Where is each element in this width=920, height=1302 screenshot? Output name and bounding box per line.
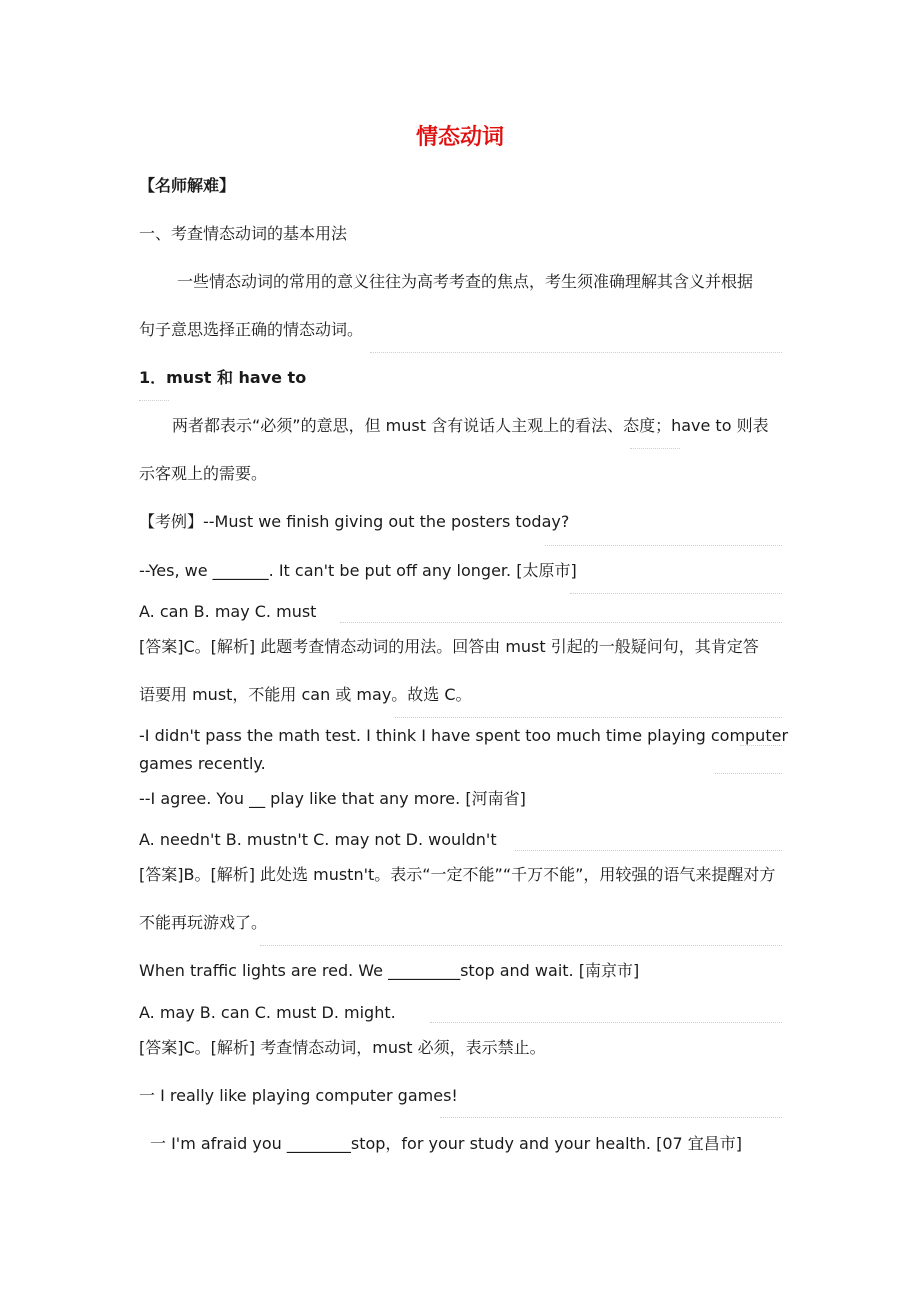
example1-answer-line-2: 语要用 must，不能用 can 或 may。故选 C。 xyxy=(139,685,472,704)
example1-reply: --Yes, we _______. It can't be put off any longer. [太原市] xyxy=(139,561,577,580)
dotted-rule xyxy=(630,448,680,449)
dotted-rule xyxy=(139,400,169,401)
dotted-rule xyxy=(740,745,782,746)
dotted-rule xyxy=(340,622,782,623)
example1-question: 【考例】--Must we finish giving out the posters today? xyxy=(139,512,570,531)
dotted-rule xyxy=(515,850,782,851)
example2-answer-line-2: 不能再玩游戏了。 xyxy=(139,913,268,932)
dotted-rule xyxy=(370,352,782,353)
dotted-rule xyxy=(570,593,782,594)
dotted-rule xyxy=(260,945,782,946)
dotted-rule xyxy=(715,773,782,774)
item1-explain-line-2: 示客观上的需要。 xyxy=(139,464,268,483)
example2-reply: --I agree. You __ play like that any more. [河南省] xyxy=(139,789,526,808)
example3-answer: [答案]C。[解析] 考查情态动词，must 必须，表示禁止。 xyxy=(139,1038,546,1057)
example4-line-2: 一 I'm afraid you ________stop，for your study and your health. [07 宜昌市] xyxy=(150,1134,743,1153)
item1-explain-line-1: 两者都表示“必须”的意思，但 must 含有说话人主观上的看法、态度；have to 则表 xyxy=(172,416,769,435)
section-header: 【名师解难】 xyxy=(139,176,236,195)
example2-options: A. needn't B. mustn't C. may not D. wouldn't xyxy=(139,830,497,849)
example2-answer-line-1: [答案]B。[解析] 此处选 mustn't。表示“一定不能”“千万不能”，用较强的语气来提醒对方 xyxy=(139,865,776,884)
example3-options: A. may B. can C. must D. might. xyxy=(139,1003,396,1022)
example1-options: A. can B. may C. must xyxy=(139,602,317,621)
example2-question-line-2: games recently. xyxy=(139,754,266,773)
example3-question: When traffic lights are red. We _________stop and wait. [南京市] xyxy=(139,961,640,980)
item1-heading: 1．must 和 have to xyxy=(139,368,307,387)
intro-line-2: 句子意思选择正确的情态动词。 xyxy=(139,320,364,339)
dotted-rule xyxy=(395,717,782,718)
page-title: 情态动词 xyxy=(415,125,504,150)
dotted-rule xyxy=(430,1022,782,1023)
part-heading: 一、考查情态动词的基本用法 xyxy=(139,224,348,243)
intro-line-1: 一些情态动词的常用的意义往往为高考考查的焦点，考生须准确理解其含义并根据 xyxy=(177,272,754,291)
dotted-rule xyxy=(545,545,782,546)
example2-question-line-1: -I didn't pass the math test. I think I have spent too much time playing computer xyxy=(139,726,789,745)
dotted-rule xyxy=(440,1117,782,1118)
example1-answer-line-1: [答案]C。[解析] 此题考查情态动词的用法。回答由 must 引起的一般疑问句，其肯定答 xyxy=(139,637,759,656)
example4-line-1: 一 I really like playing computer games! xyxy=(139,1086,458,1105)
